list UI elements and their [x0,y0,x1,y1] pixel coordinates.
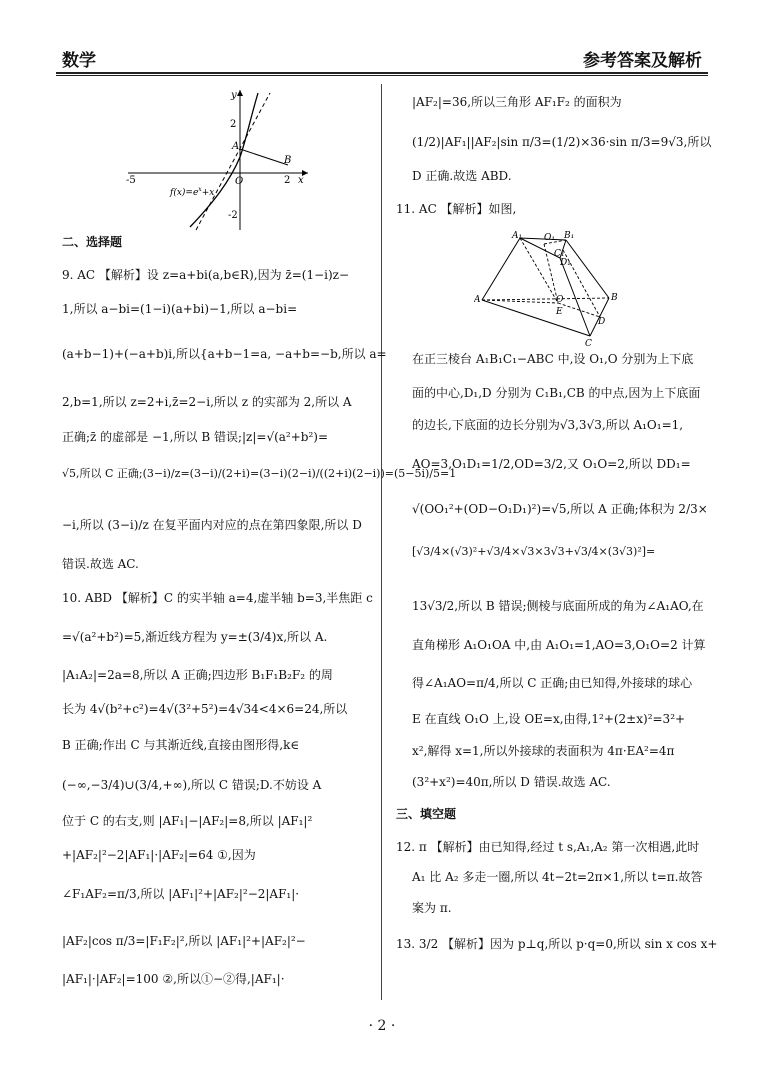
segment-ab [240,149,288,165]
label-d: D [598,317,606,327]
text-line: 面的中心,D₁,D 分别为 C₁B₁,CB 的中点,因为上下底面 [412,386,701,400]
text-line: √5,所以 C 正确;(3−i)/z=(3−i)/(2+i)=(3−i)(2−i)/((2+i)(2−i))=(5−5i)/5=1 [62,467,457,480]
text-line: E 在直线 O₁O 上,设 OE=x,由得,1²+(2±x)²=3²+ [412,712,686,726]
text-line: (3²+x²)=40π,所以 D 错误.故选 AC. [412,775,611,789]
text-line: 得∠A₁AO=π/4,所以 C 正确;由已知得,外接球的球心 [412,676,693,690]
text-line: (−∞,−3/4)∪(3/4,+∞),所以 C 错误;D.不妨设 A [62,778,322,792]
text-line: |AF₂|=36,所以三角形 AF₁F₂ 的面积为 [412,95,622,109]
subject-header: 数学 [62,51,96,71]
section-heading-choice: 二、选择题 [62,235,123,249]
text-line: 的边长,下底面的边长分别为√3,3√3,所以 A₁O₁=1, [412,418,684,432]
column-divider [381,84,382,1000]
text-line: (a+b−1)+(−a+b)i,所以{a+b−1=a, −a+b=−b,所以 a= [62,347,387,361]
text-line: 位于 C 的右支,则 |AF₁|−|AF₂|=8,所以 |AF₁|² [62,814,313,828]
label-o1: O₁ [544,233,555,243]
text-line: A₁ 比 A₂ 多走一圈,所以 4t−2t=2π×1,所以 t=π.故答 [412,870,703,884]
text-line: AO=3,O₁D₁=1/2,OD=3/2,又 O₁O=2,所以 DD₁= [412,457,691,471]
text-line: 11. AC 【解析】如图, [396,202,517,216]
label-d1: D₁ [560,258,571,268]
function-graph [118,85,318,235]
section-heading-fill: 三、填空题 [396,807,457,821]
label-e: E [556,307,563,317]
label-a: A [474,295,481,305]
label-b1: B₁ [564,231,575,241]
point-a-label: A [232,141,240,152]
function-label: $f(x)=e^x+x$ [170,186,215,198]
text-line: ∠F₁AF₂=π/3,所以 |AF₁|²+|AF₂|²−2|AF₁|· [62,887,300,901]
text-line: √(OO₁²+(OD−O₁D₁)²)=√5,所以 A 正确;体积为 2/3× [412,502,708,516]
point-b-label: B [284,155,292,166]
tick-x2: 2 [284,175,291,186]
header-rule [56,72,708,74]
text-line: (1/2)|AF₁||AF₂|sin π/3=(1/2)×36·sin π/3=9√3,所以 [412,135,712,149]
text-line: 案为 π. [412,901,452,915]
text-line: =√(a²+b²)=5,渐近线方程为 y=±(3/4)x,所以 A. [62,630,328,644]
label-o: O [556,295,564,305]
x-label: x [298,175,304,186]
frustum-figure [474,228,634,346]
text-line: 正确;z̄ 的虚部是 −1,所以 B 错误;|z|=√(a²+b²)= [62,430,329,444]
text-line: 1,所以 a−bi=(1−i)(a+bi)−1,所以 a−bi= [62,302,298,316]
label-b: B [611,293,618,303]
text-line: 13√3/2,所以 B 错误;侧棱与底面所成的角为∠A₁AO,在 [412,599,704,613]
text-line: 错误.故选 AC. [62,557,139,571]
y-label: y [231,90,237,101]
text-line: |AF₂|cos π/3=|F₁F₂|²,所以 |AF₁|²+|AF₂|²− [62,934,306,948]
text-line: 直角梯形 A₁O₁OA 中,由 A₁O₁=1,AO=3,O₁O=2 计算 [412,638,706,652]
text-line: 2,b=1,所以 z=2+i,z̄=2−i,所以 z 的实部为 2,所以 A [62,395,352,409]
text-line: 12. π 【解析】由已知得,经过 t s,A₁,A₂ 第一次相遇,此时 [396,840,700,854]
header-rule-thin [56,75,708,76]
y-arrow-icon [237,90,243,96]
text-line: 9. AC 【解析】设 z=a+bi(a,b∈R),因为 z̄=(1−i)z− [62,268,350,282]
text-line: −i,所以 (3−i)/z 在复平面内对应的点在第四象限,所以 D [62,518,362,532]
text-line: D 正确.故选 ABD. [412,169,512,183]
tick-y2: 2 [230,119,237,130]
curve-fx [190,93,258,227]
tick-neg5: -5 [126,175,136,186]
text-line: x²,解得 x=1,所以外接球的表面积为 4π·EA²=4π [412,744,675,758]
label-c: C [585,339,592,346]
text-line: |A₁A₂|=2a=8,所以 A 正确;四边形 B₁F₁B₂F₂ 的周 [62,668,333,682]
text-line: +|AF₂|²−2|AF₁|·|AF₂|=64 ①,因为 [62,848,256,862]
text-line: B 正确;作出 C 与其渐近线,直接由图形得,k∈ [62,738,300,752]
text-line: |AF₁|·|AF₂|=100 ②,所以①−②得,|AF₁|· [62,972,285,986]
origin-label: O [235,176,244,187]
label-c1: C₁ [554,249,565,259]
text-line: 在正三棱台 A₁B₁C₁−ABC 中,设 O₁,O 分别为上下底 [412,352,694,366]
tick-yneg2: -2 [228,210,238,221]
section-header: 参考答案及解析 [583,51,702,71]
text-line: 13. 3/2 【解析】因为 p⊥q,所以 p·q=0,所以 sin x cos x+ [396,937,718,951]
text-line: [√3/4×(√3)²+√3/4×√3×3√3+√3/4×(3√3)²]= [412,545,656,558]
label-a1: A₁ [512,231,523,241]
text-line: 10. ABD 【解析】C 的实半轴 a=4,虚半轴 b=3,半焦距 c [62,591,373,605]
page-number: · 2 · [368,1018,396,1034]
text-line: 长为 4√(b²+c²)=4√(3²+5²)=4√34<4×6=24,所以 [62,702,348,716]
